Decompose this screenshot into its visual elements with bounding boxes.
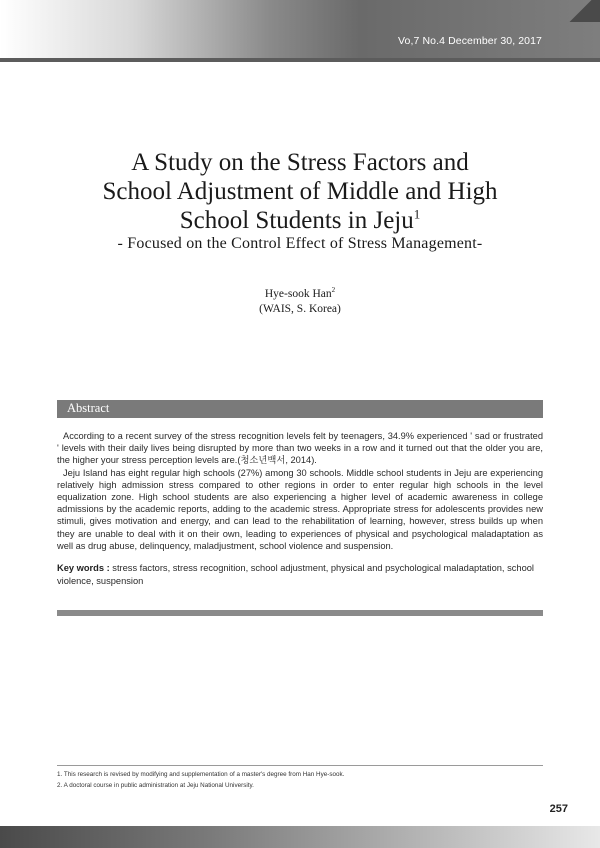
author-block [200, 287, 400, 317]
title-line-2: School Adjustment of Middle and High [102, 178, 498, 205]
footnote-divider [57, 765, 543, 766]
footnote-2: 2. A doctoral course in public administration at Jeju National University. [57, 781, 254, 789]
title-line-1: A Study on the Stress Factors and [131, 149, 469, 176]
footnote-1: 1. This research is revised by modifying and supplementation of a master's degree from Han Hye-sook. [57, 771, 345, 778]
journal-issue: Vo,7 No.4 December 30, 2017 [398, 35, 542, 47]
section-divider [57, 610, 543, 616]
keywords-text: stress factors, stress recognition, school adjustment, physical and psychological maladaptation, school violence, suspension [57, 563, 534, 586]
keywords-label: Key words : [57, 563, 110, 573]
keywords [57, 562, 543, 587]
title-footnote-mark[interactable]: 1 [413, 206, 421, 222]
paper-title [40, 148, 560, 235]
author-footnote-mark[interactable]: 2 [331, 286, 336, 295]
header-stripe [0, 58, 600, 62]
footer-band [0, 826, 600, 848]
author-name: Hye-sook Han [264, 288, 332, 300]
paper-subtitle: - Focused on the Control Effect of Stress Management- [117, 235, 483, 252]
footnotes [57, 770, 543, 791]
author-name-line [200, 287, 400, 302]
page-number: 257 [549, 803, 568, 815]
corner-ribbon [566, 0, 600, 22]
title-line-3 [40, 206, 560, 235]
abstract-paragraph-1: According to a recent survey of the stress recognition levels felt by teenagers, 34.9% experienced ' sad or frustrated ' levels with their daily lives being disrupted by more than two weeks in a row and it turned out that the older you are, the higher your stress perception levels are.(청소년백서, 2014). [57, 431, 543, 466]
abstract-heading: Abstract [67, 401, 110, 415]
header-band [0, 0, 600, 62]
abstract-body [57, 430, 543, 552]
abstract-paragraph-2: Jeju Island has eight regular high schools (27%) among 30 schools. Middle school students in Jeju are experiencing relatively high admission stress compared to other regions in order to enter regular high schools in the level equalization zone. High school students are also experiencing a higher level of academic awareness in college admissions by the academic reports, adding to the academic stress. Appropriate stress for adolescents provides new stimuli, gives motivation and energy, and can lead to the rehabilitation of learning, however, stress builds up when they are unable to deal with it on their own, leading to experiences of physical and psychological maladaptation as well as drug abuse, delinquency, maladjustment, school violence and suspension. [57, 467, 543, 551]
title-line-3-text: School Students in Jeju [179, 207, 414, 234]
abstract-heading-bar [57, 400, 543, 418]
author-affiliation: (WAIS, S. Korea) [259, 303, 341, 315]
